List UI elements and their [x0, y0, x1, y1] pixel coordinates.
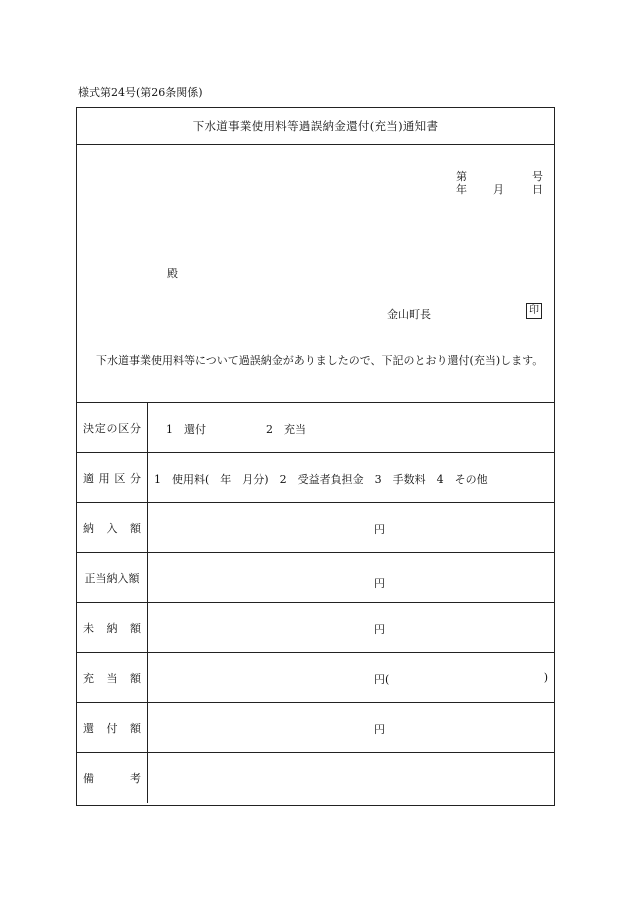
paid-label: 納 入 額: [77, 503, 148, 552]
table-row-decision: [77, 403, 554, 453]
yen-unit: 円(: [374, 673, 390, 686]
applied-label: 充 当 額: [77, 653, 148, 702]
table-row-remarks: [77, 753, 554, 803]
decision-label: 決 定 の 区 分: [77, 403, 148, 452]
yen-unit: 円: [374, 623, 385, 636]
form-title: 下水道事業使用料等過誤納金還付(充当)通知書: [77, 108, 554, 145]
date-year: 年: [456, 183, 467, 196]
category-value: [148, 453, 554, 502]
proper-value: [148, 553, 554, 602]
notice-body-text: 下水道事業使用料等について過誤納金がありましたので、下記のとおり還付(充当)します。: [96, 354, 544, 367]
refund-value: [148, 703, 554, 752]
date-day: 日: [532, 183, 543, 196]
unpaid-label: 未 納 額: [77, 603, 148, 652]
notice-form: [76, 107, 555, 806]
yen-unit: 円: [374, 723, 385, 736]
remarks-label: 備 考: [77, 753, 148, 803]
option-refund: 1 還付: [166, 423, 206, 436]
table-row-unpaid: [77, 603, 554, 653]
category-label: 適 用 区 分: [77, 453, 148, 502]
table-row-applied: [77, 653, 554, 703]
issuer-name: 金山町長: [387, 308, 431, 321]
proper-label: 正当納入額: [77, 553, 148, 602]
refund-label: 還 付 額: [77, 703, 148, 752]
number-prefix: 第: [456, 170, 467, 183]
table-row-refund: [77, 703, 554, 753]
category-options: 1 使用料( 年 月分) 2 受益者負担金 3 手数料 4 その他: [154, 473, 488, 486]
table-row-category: [77, 453, 554, 503]
yen-unit: 円: [374, 577, 385, 590]
addressee-suffix: 殿: [167, 267, 178, 280]
decision-value: [148, 403, 554, 452]
seal-mark: 印: [526, 303, 542, 319]
paid-value: [148, 503, 554, 552]
option-apply: 2 充当: [266, 423, 306, 436]
table-row-paid: [77, 503, 554, 553]
applied-value: [148, 653, 554, 702]
yen-unit: 円: [374, 523, 385, 536]
number-suffix: 号: [532, 170, 543, 183]
table-row-proper: [77, 553, 554, 603]
form-number-label: 様式第24号(第26条関係): [78, 86, 203, 99]
paren-close: ): [543, 671, 548, 684]
unpaid-value: [148, 603, 554, 652]
date-month: 月: [493, 183, 504, 196]
remarks-value: [148, 753, 554, 803]
details-table: [77, 402, 554, 803]
